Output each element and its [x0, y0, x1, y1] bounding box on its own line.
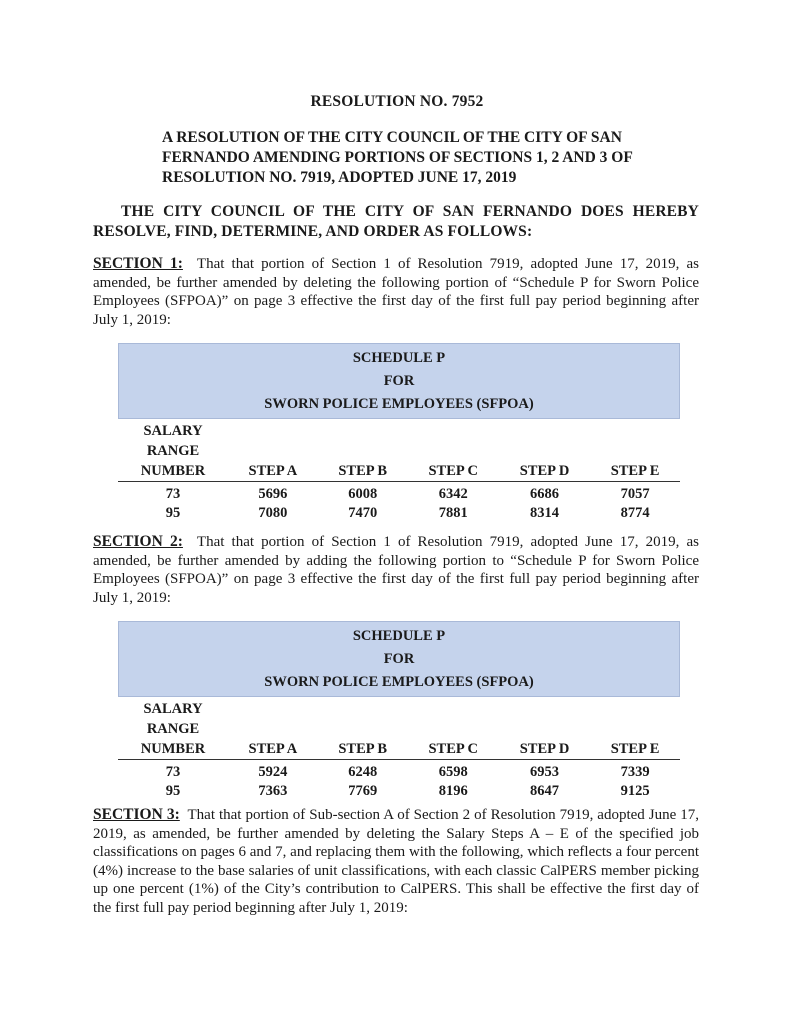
col-label-line: NUMBER: [140, 741, 206, 757]
step-a-cell: 7080: [258, 505, 288, 521]
schedule-unit: SWORN POLICE EMPLOYEES (SFPOA): [264, 674, 534, 690]
col-label-line: RANGE: [146, 721, 200, 737]
col-step-d: STEP D: [499, 699, 590, 760]
step-b-cell: 7769: [348, 783, 378, 799]
table-row: [118, 782, 680, 801]
step-e-cell: 8774: [620, 505, 650, 521]
section-2-text: That that portion of Section 1 of Resolution 7919, adopted June 17, 2019, as amended, be further amended by adding the following portion to “Schedule P for Sworn Police Employees (SFPOA)” on page 3 effective the first day of the first full pay period beginning after July 1, 2019:: [93, 534, 700, 606]
step-b-cell: 7470: [348, 505, 378, 521]
col-label-line: NUMBER: [140, 463, 206, 479]
step-d-cell: 6953: [530, 764, 560, 780]
schedule-p-table-deleted: [118, 343, 680, 523]
range-number-cell: 95: [165, 783, 181, 799]
table-row: [118, 760, 680, 783]
col-step-d: STEP D: [499, 421, 590, 482]
col-salary-range-number: [118, 699, 228, 760]
range-number-cell: 95: [165, 505, 181, 521]
step-e-cell: 7057: [620, 486, 650, 502]
schedule-for: FOR: [383, 373, 415, 389]
col-label-line: SALARY: [143, 701, 203, 717]
step-a-cell: 7363: [258, 783, 288, 799]
step-c-cell: 6598: [438, 764, 468, 780]
range-number-cell: 73: [165, 764, 181, 780]
schedule-p-table-added: [118, 621, 680, 801]
schedule-for: FOR: [383, 651, 415, 667]
col-step-e: STEP E: [590, 699, 680, 760]
schedule-banner: [118, 343, 680, 419]
step-d-cell: 8314: [530, 505, 560, 521]
section-2: [93, 533, 699, 607]
col-step-a: STEP A: [228, 699, 318, 760]
table-header-row: [118, 699, 680, 760]
step-b-cell: 6008: [348, 486, 378, 502]
section-1: [93, 255, 699, 329]
schedule-title: SCHEDULE P: [352, 628, 446, 644]
col-label-line: RANGE: [146, 443, 200, 459]
resolution-number: RESOLUTION NO. 7952: [310, 93, 484, 110]
col-step-e: STEP E: [590, 421, 680, 482]
col-step-c: STEP C: [408, 699, 499, 760]
section-1-text: That that portion of Section 1 of Resolution 7919, adopted June 17, 2019, as amended, be further amended by deleting the following portion of “Schedule P for Sworn Police Employees (SFPOA)” on page 3 effective the first day of the first full pay period beginning after July 1, 2019:: [93, 256, 700, 328]
table-row: [118, 504, 680, 523]
section-3: [93, 806, 699, 917]
section-3-text: That that portion of Sub-section A of Section 2 of Resolution 7919, adopted June 17, 2019, as amended, be further amended by deleting the Salary Steps A – E of the specified job classifications on pages 6 and 7, and replacing them with the following, which reflects a four percent (4%) increase to the base salaries of unit classifications, with each classic CalPERS member picking up one percent (1%) of the City’s contribution to CalPERS. This shall be effective the first day of the first full pay period beginning after July 1, 2019:: [93, 807, 700, 916]
section-1-heading: SECTION 1:: [93, 255, 183, 272]
step-d-cell: 8647: [530, 783, 560, 799]
col-salary-range-number: [118, 421, 228, 482]
resolve-statement: THE CITY COUNCIL OF THE CITY OF SAN FERNANDO DOES HEREBY RESOLVE, FIND, DETERMINE, AND ORDER AS FOLLOWS:: [93, 203, 699, 240]
schedule-title: SCHEDULE P: [352, 350, 446, 366]
col-label-line: SALARY: [143, 423, 203, 439]
table-row: [118, 482, 680, 505]
col-step-b: STEP B: [318, 699, 408, 760]
step-d-cell: 6686: [530, 486, 560, 502]
step-a-cell: 5696: [258, 486, 288, 502]
range-number-cell: 73: [165, 486, 181, 502]
table-header-row: [118, 421, 680, 482]
salary-table: [118, 421, 680, 523]
col-step-a: STEP A: [228, 421, 318, 482]
step-b-cell: 6248: [348, 764, 378, 780]
col-step-c: STEP C: [408, 421, 499, 482]
step-c-cell: 7881: [438, 505, 468, 521]
col-step-b: STEP B: [318, 421, 408, 482]
section-3-heading: SECTION 3:: [93, 806, 180, 823]
step-e-cell: 9125: [620, 783, 650, 799]
salary-table: [118, 699, 680, 801]
step-c-cell: 6342: [438, 486, 468, 502]
resolution-subtitle: A RESOLUTION OF THE CITY COUNCIL OF THE CITY OF SAN FERNANDO AMENDING PORTIONS OF SECTIONS 1, 2 AND 3 OF RESOLUTION NO. 7919, ADOPTED JUNE 17, 2019: [162, 129, 633, 186]
step-e-cell: 7339: [620, 764, 650, 780]
schedule-banner: [118, 621, 680, 697]
step-a-cell: 5924: [258, 764, 288, 780]
step-c-cell: 8196: [438, 783, 468, 799]
section-2-heading: SECTION 2:: [93, 533, 183, 550]
schedule-unit: SWORN POLICE EMPLOYEES (SFPOA): [264, 396, 534, 412]
